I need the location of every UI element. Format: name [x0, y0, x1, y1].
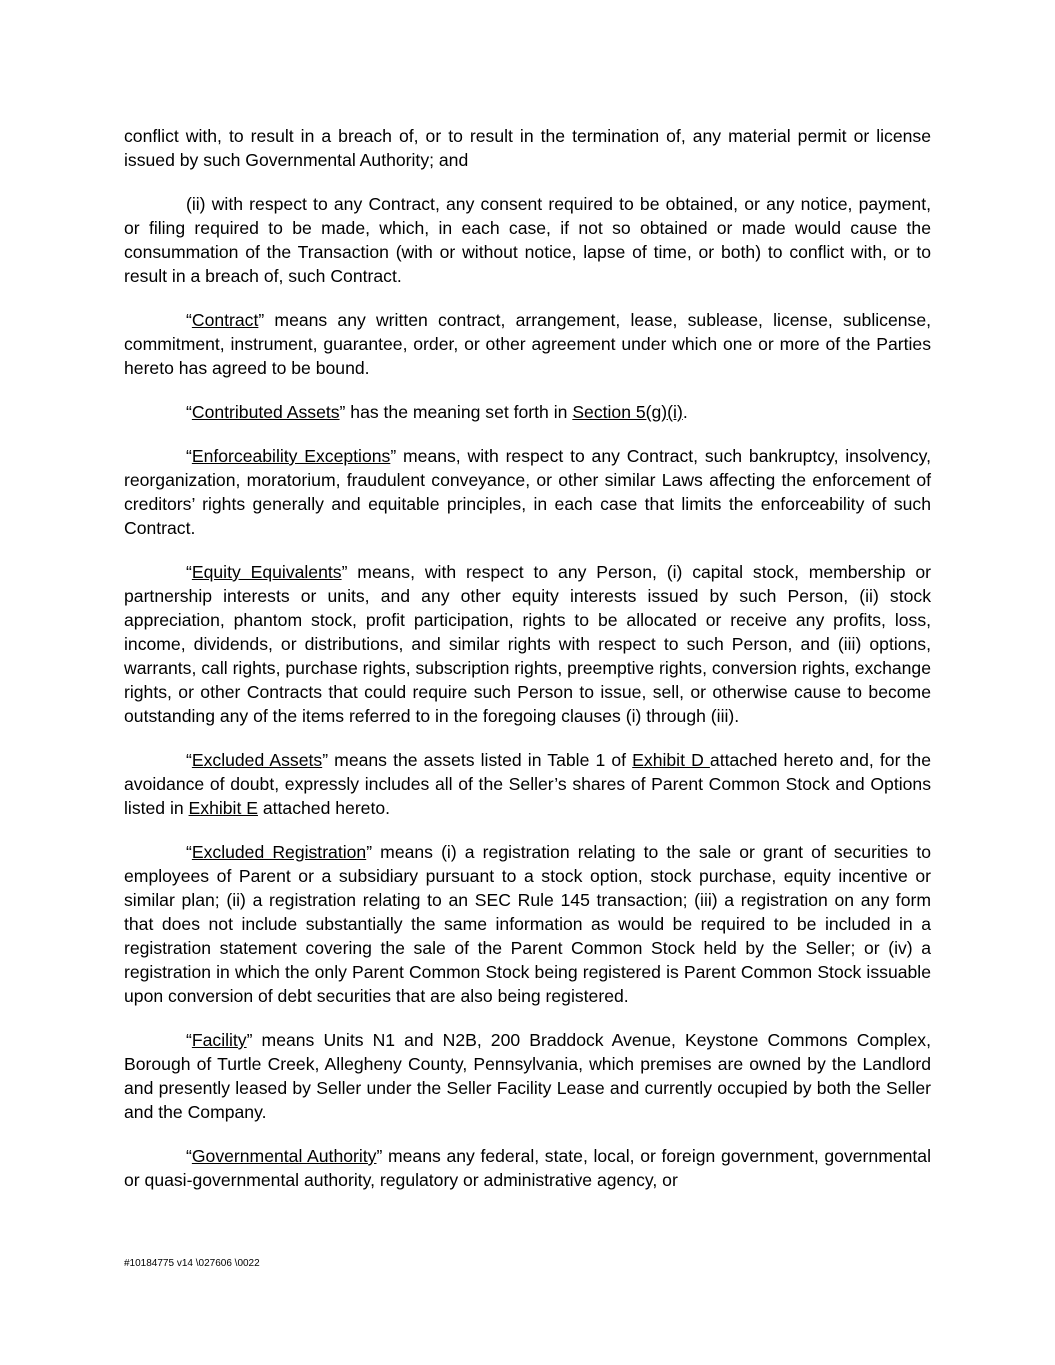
defined-term: Excluded Assets — [191, 750, 323, 770]
paragraph-clause-ii: (ii) with respect to any Contract, any consent required to be obtained, or any notice, payment, or filing required to be made, which, in each case, if not so obtained or made would cause the consummation of the Transaction (with or without notice, lapse of time, or both) to conflict with, or to result in a breach of, such Contract. — [124, 194, 931, 286]
definition-contract — [124, 308, 931, 380]
document-footer-id: #10184775 v14 \027606 \0022 — [124, 1258, 260, 1269]
definition-end: attached hereto. — [257, 798, 391, 818]
section-reference: Section 5(g)(i) — [572, 402, 683, 422]
open-quote: “ — [186, 750, 192, 770]
definition-equity-equivalents — [124, 560, 931, 728]
defined-term: Facility — [191, 1030, 247, 1050]
definition-governmental-authority — [124, 1144, 931, 1192]
defined-term: Contract — [191, 310, 259, 330]
definition-contributed-assets — [124, 400, 931, 424]
paragraph-continuation: conflict with, to result in a breach of, or to result in the termination of, any material permit or license issued by such Governmental Authority; and — [124, 126, 931, 170]
definition-text: ” has the meaning set forth in — [339, 402, 573, 422]
defined-term: Governmental Authority — [191, 1146, 377, 1166]
definition-text: ” means, with respect to any Contract, such bankruptcy, insolvency, reorganization, moratorium, fraudulent conveyance, or other similar Laws affecting the enforcement of creditors’ rights generally and equitable principles, in each case that limits the enforceability of such Contract. — [124, 446, 931, 538]
open-quote: “ — [186, 402, 192, 422]
defined-term: Contributed Assets — [191, 402, 340, 422]
definition-text: attached hereto and, for the avoidance of doubt, expressly includes all of the Seller’s shares of Parent Common Stock and Options listed in — [124, 750, 931, 818]
document-page — [124, 124, 931, 1212]
definition-text: ” means, with respect to any Person, (i) capital stock, membership or partnership interests or units, and any other equity interests issued by such Person, (ii) stock appreciation, phantom stock, profit participation, rights to be allocated or receive any profits, loss, income, dividends, or distributions, and similar rights with respect to such Person, and (iii) options, warrants, call rights, purchase rights, subscription rights, preemptive rights, conversion rights, exchange rights, or other Contracts that could require such Person to issue, sell, or otherwise cause to become outstanding any of the items referred to in the foregoing clauses (i) through (iii). — [124, 562, 932, 726]
definition-excluded-assets — [124, 748, 931, 820]
definition-text: ” means Units N1 and N2B, 200 Braddock Avenue, Keystone Commons Complex, Borough of Turtle Creek, Allegheny County, Pennsylvania, which premises are owned by the Landlord and presently leased by Seller under the Seller Facility Lease and currently occupied by both the Seller and the Company. — [124, 1030, 931, 1122]
definition-end: . — [682, 402, 688, 422]
definition-excluded-registration — [124, 840, 931, 1008]
open-quote: “ — [186, 842, 192, 862]
definition-facility — [124, 1028, 931, 1124]
definition-text: ” means any federal, state, local, or foreign government, governmental or quasi-governmental authority, regulatory or administrative agency, or — [124, 1146, 931, 1190]
definition-enforceability-exceptions — [124, 444, 931, 540]
open-quote: “ — [186, 446, 192, 466]
open-quote: “ — [186, 1146, 192, 1166]
defined-term: Excluded Registration — [191, 842, 367, 862]
defined-term: Enforceability Exceptions — [191, 446, 391, 466]
definition-text: ” means any written contract, arrangement, lease, sublease, license, sublicense, commitment, instrument, guarantee, order, or other agreement under which one or more of the Parties hereto has agreed to be bound. — [124, 310, 931, 378]
open-quote: “ — [186, 1030, 192, 1050]
definition-text: ” means (i) a registration relating to the sale or grant of securities to employees of Parent or a subsidiary pursuant to a stock option, stock purchase, equity incentive or similar plan; (ii) a registration relating to an SEC Rule 145 transaction; (iii) a registration on any form that does not include substantially the same information as would be required to be included in a registration statement covering the sale of the Parent Common Stock held by the Seller; or (iv) a registration in which the only Parent Common Stock being registered is Parent Common Stock issuable upon conversion of debt securities that are also being registered. — [124, 842, 931, 1006]
definition-text: ” means the assets listed in Table 1 of — [322, 750, 633, 770]
open-quote: “ — [186, 310, 192, 330]
defined-term: Equity Equivalents — [191, 562, 342, 582]
open-quote: “ — [186, 562, 192, 582]
exhibit-reference: Exhibit E — [188, 798, 258, 818]
exhibit-reference: Exhibit D — [632, 750, 710, 770]
